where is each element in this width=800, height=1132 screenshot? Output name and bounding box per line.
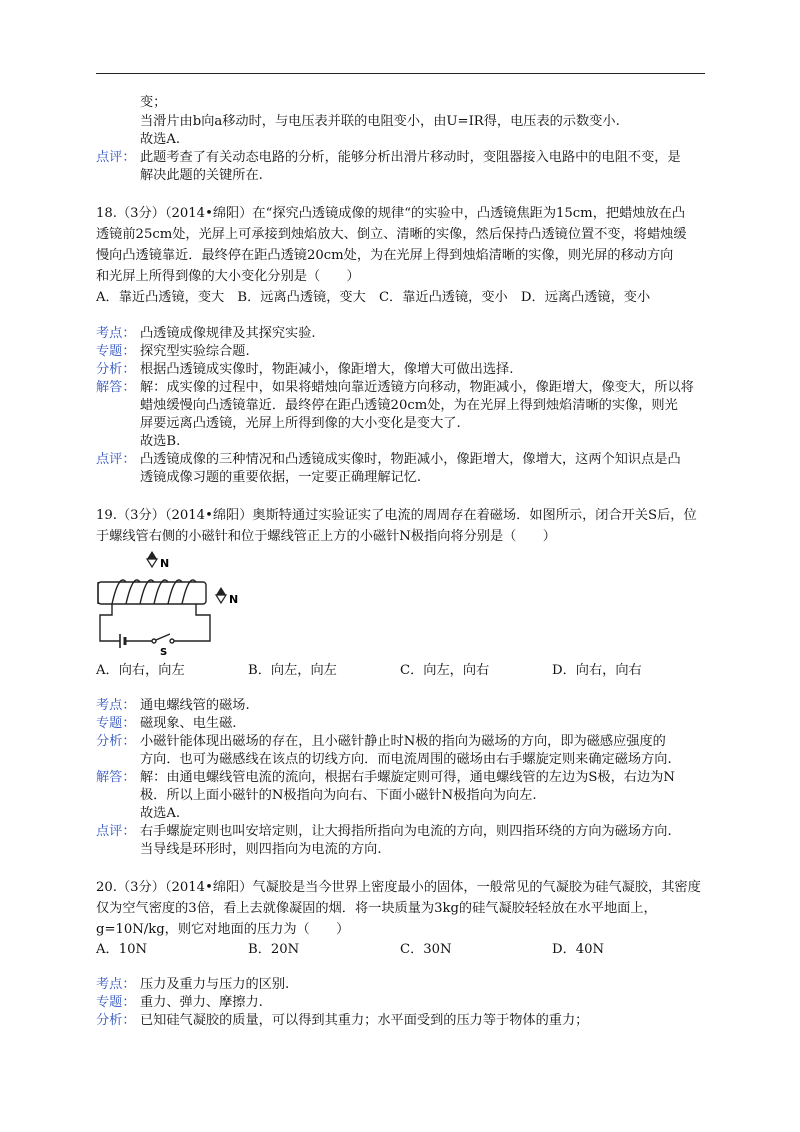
jieda-tag: 解答： [96,380,136,395]
text-line: 当滑片由b向a移动时，与电压表并联的电阻变小，由U=IR得，电压表的示数变小. [140,114,620,129]
text-line: 此题考查了有关动态电路的分析，能够分析出滑片移动时，变阻器接入电路中的电阻不变，是 [140,150,681,165]
zhuanti-tag: 专题： [96,716,136,731]
option-c: C．向左，向右 [400,663,490,678]
dianping-text: 凸透镜成像的三种情况和凸透镜成实像时，物距减小，像距增大，像增大，这两个知识点是凸 [140,452,681,467]
zhuanti-text: 探究型实验综合题. [140,344,250,359]
jieda-text: 故选B. [140,434,181,449]
jieda-tag: 解答： [96,770,136,785]
kaodian-text: 压力及重力与压力的区别. [140,977,290,992]
kaodian-tag: 考点： [96,326,136,341]
question-19-stem: 19.（3分）（2014•绵阳）奥斯特通过实验证实了电流的周周存在着磁场．如图所示，闭合开关S后，位 [96,508,697,523]
zhuanti-text: 磁现象、电生磁. [140,716,237,731]
label-s: S [160,647,168,657]
top-compass-needle [147,551,157,567]
question-20-stem: 仅为空气密度的3倍，看上去就像凝固的烟．将一块质量为3kg的硅气凝胶轻轻放在水平地面上， [96,901,657,916]
fenxi-tag: 分析： [96,1013,136,1028]
option-b: B．20N [248,942,300,957]
question-20-stem: 20.（3分）（2014•绵阳）气凝胶是当今世界上密度最小的固体，一般常见的气凝胶为硅气凝胶，其密度 [96,880,701,895]
jieda-text: 故选A. [140,806,181,821]
zhuanti-tag: 专题： [96,995,136,1010]
question-18-options: A．靠近凸透镜，变大 B．远离凸透镜，变大 C．靠近凸透镜，变小 D．远离凸透镜，变小 [96,290,651,305]
dianping-text: 右手螺旋定则也叫安培定则，让大拇指所指向为电流的方向，则四指环绕的方向为磁场方向. [140,824,672,839]
option-d: D．40N [552,942,605,957]
fenxi-tag: 分析： [96,362,136,377]
fenxi-text: 已知硅气凝胶的质量，可以得到其重力；水平面受到的压力等于物体的重力； [140,1013,589,1028]
kaodian-tag: 考点： [96,698,136,713]
kaodian-tag: 考点： [96,977,136,992]
question-18-stem: 和光屏上所得到像的大小变化分别是（ ） [96,269,360,284]
jieda-text: 极．所以上面小磁针的N极指向为向右、下面小磁针N极指向为向左. [140,788,537,803]
switch [152,634,174,643]
label-n-right: N [229,593,239,606]
option-b: B．向左，向左 [248,663,337,678]
jieda-text: 蜡烛缓慢向凸透镜靠近．最终停在距凸透镜20cm处，为在光屏上得到烛焰清晰的实像，则光 [140,398,678,413]
dianping-text: 透镜成像习题的重要依据，一定要正确理解记忆. [140,470,422,485]
fenxi-text: 方向．也可为磁感线在该点的切线方向．而电流周围的磁场由右手螺旋定则来确定磁场方向. [140,752,672,767]
label-n-top: N [160,557,170,570]
solenoid-circuit-figure [90,545,250,657]
dianping-text: 当导线是环形时，则四指向为电流的方向. [140,842,382,857]
question-19-stem: 于螺线管右侧的小磁针和位于螺线管正上方的小磁针N极指向将分别是（ ） [96,529,556,544]
question-20-stem: g=10N/kg，则它对地面的压力为（ ） [96,922,350,937]
text-line: 故选A. [140,132,181,147]
kaodian-text: 凸透镜成像规律及其探究实验. [140,326,316,341]
zhuanti-text: 重力、弹力、摩擦力. [140,995,263,1010]
solenoid [98,580,210,641]
option-a: A．10N [96,942,148,957]
zhuanti-tag: 专题： [96,344,136,359]
text-line: 解决此题的关键所在. [140,168,263,183]
battery [120,634,152,648]
review-tag: 点评： [96,150,136,165]
jieda-text: 解：由通电螺线管电流的流向，根据右手螺旋定则可得，通电螺线管的左边为S极，右边为N [140,770,675,785]
right-compass-needle [216,587,226,603]
option-d: D．向右，向右 [552,663,642,678]
kaodian-text: 通电螺线管的磁场. [140,698,250,713]
fenxi-tag: 分析： [96,734,136,749]
fenxi-text: 小磁针能体现出磁场的存在，且小磁针静止时N极的指向为磁场的方向，即为磁感应强度的 [140,734,666,749]
question-18-stem: 慢向凸透镜靠近．最终停在距凸透镜20cm处，为在光屏上得到烛焰清晰的实像，则光屏的移动方向 [96,248,674,263]
question-18-stem: 18.（3分）（2014•绵阳）在“探究凸透镜成像的规律“的实验中，凸透镜焦距为15cm，把蜡烛放在凸 [96,206,686,221]
option-a: A．向右，向左 [96,663,185,678]
jieda-text: 屏要远离凸透镜，光屏上所得到像的大小变化是变大了. [140,416,461,431]
header-rule [96,73,705,74]
text-line: 变； [140,95,167,110]
jieda-text: 解：成实像的过程中，如果将蜡烛向靠近透镜方向移动，物距减小，像距增大，像变大，所以将 [140,380,694,395]
option-c: C．30N [400,942,452,957]
fenxi-text: 根据凸透镜成实像时，物距减小，像距增大，像增大可做出选择. [140,362,514,377]
dianping-tag: 点评： [96,824,136,839]
question-18-stem: 透镜前25cm处，光屏上可承接到烛焰放大、倒立、清晰的实像，然后保持凸透镜位置不变，将蜡烛缓 [96,227,687,242]
dianping-tag: 点评： [96,452,136,467]
